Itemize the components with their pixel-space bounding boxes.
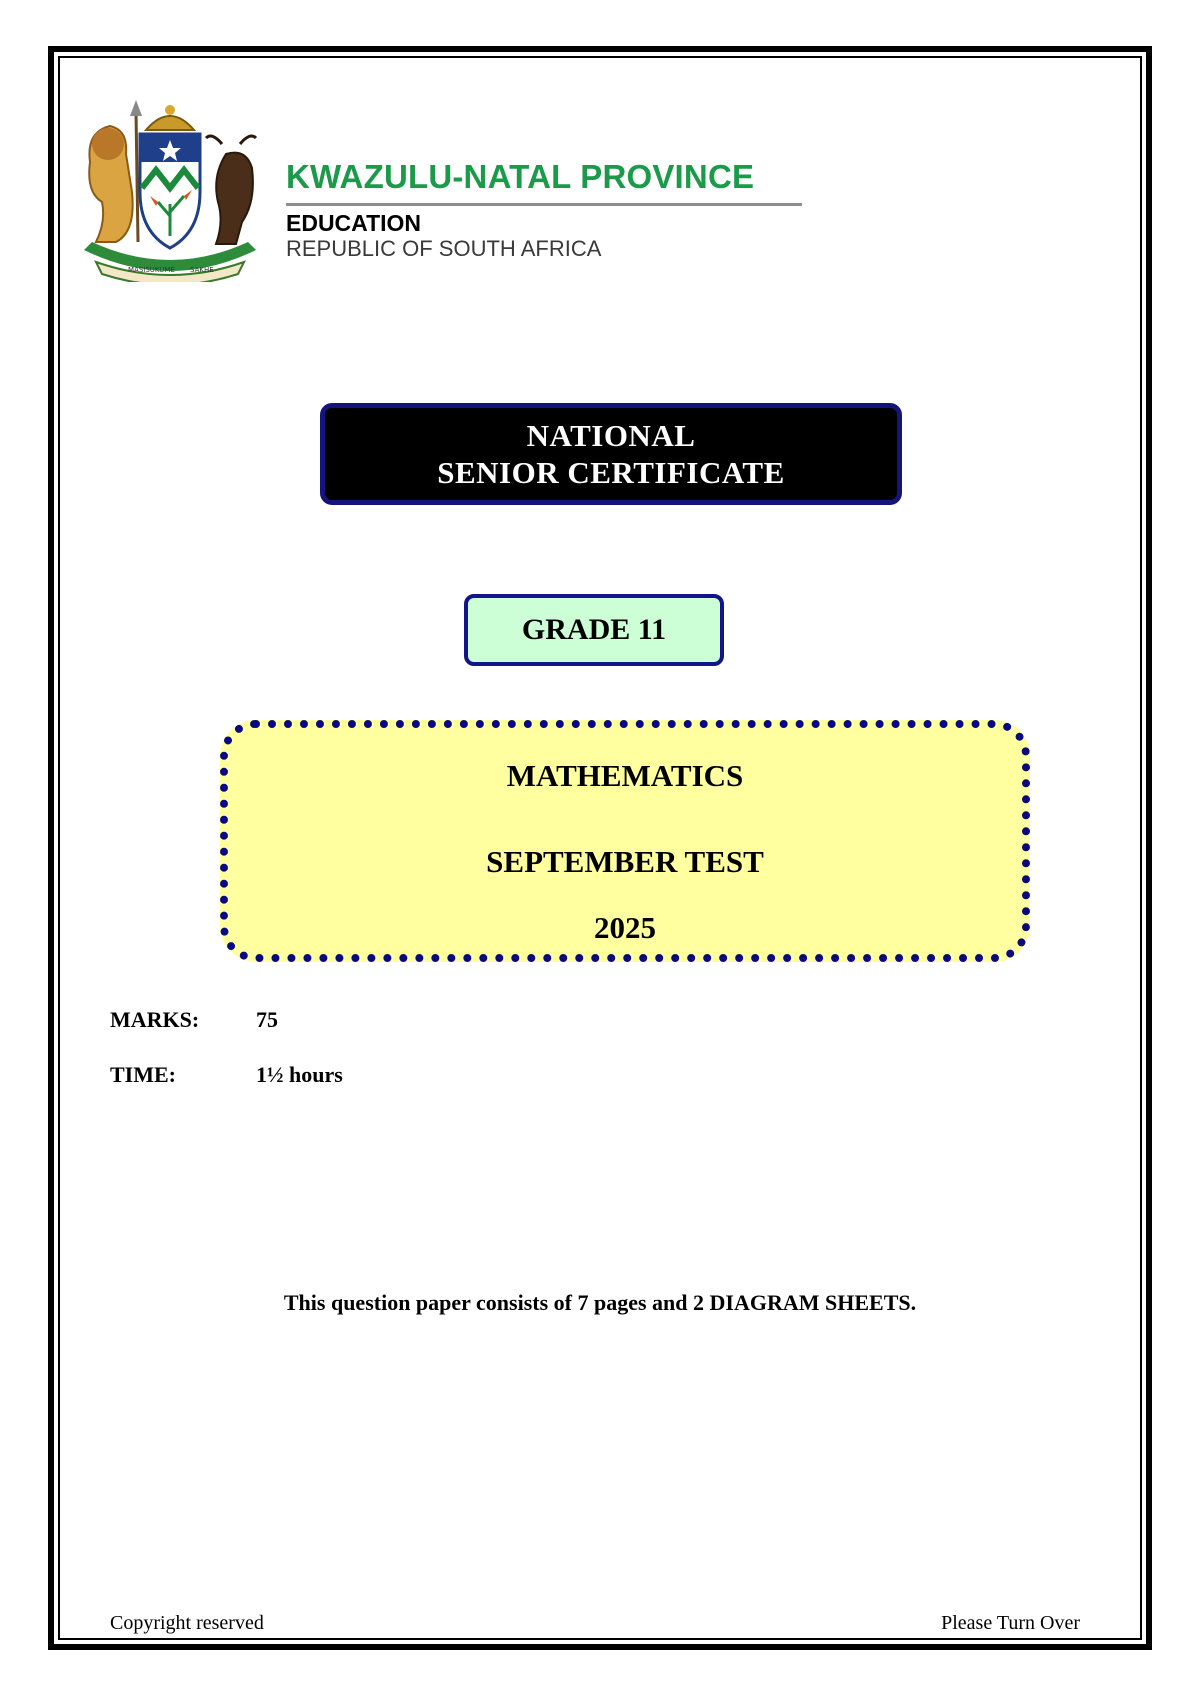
exam-title-box xyxy=(220,720,1030,962)
test-name: SEPTEMBER TEST xyxy=(486,844,764,879)
province-title: KWAZULU-NATAL PROVINCE xyxy=(286,158,755,195)
exam-year: 2025 xyxy=(594,910,656,945)
department-label: EDUCATION xyxy=(286,210,422,236)
certificate-line-1: NATIONAL xyxy=(526,418,696,453)
header-divider xyxy=(286,203,802,206)
certificate-banner xyxy=(320,403,902,505)
time-value: 1½ hours xyxy=(256,1062,343,1087)
paper-page-count-note: This question paper consists of 7 pages and 2 DIAGRAM SHEETS. xyxy=(283,1290,917,1315)
grade-badge xyxy=(464,594,724,666)
marks-value: 75 xyxy=(256,1007,278,1032)
marks-label: MARKS: xyxy=(110,1007,200,1032)
coat-of-arms-logo xyxy=(76,92,264,282)
country-label: REPUBLIC OF SOUTH AFRICA xyxy=(286,236,602,261)
turn-over-notice: Please Turn Over xyxy=(941,1612,1080,1634)
grade-label: GRADE 11 xyxy=(521,613,667,646)
certificate-line-2: SENIOR CERTIFICATE xyxy=(437,455,785,490)
subject-title: MATHEMATICS xyxy=(506,758,744,793)
time-label: TIME: xyxy=(110,1062,176,1087)
crest-motto-left: MASISUKUME xyxy=(128,266,175,274)
crest-motto-right: SAKHE xyxy=(190,266,214,274)
copyright-notice: Copyright reserved xyxy=(110,1612,264,1634)
